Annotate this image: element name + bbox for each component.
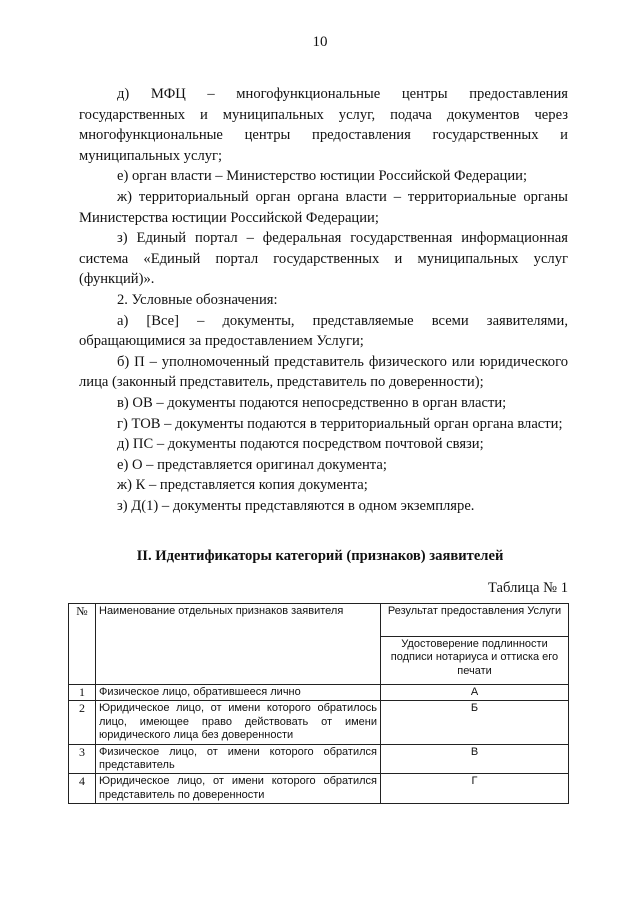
body-text xyxy=(79,84,568,516)
table-row xyxy=(69,685,569,701)
paragraph-legend-all: а) [Все] – документы, представляемые всеми заявителями, обращающимися за предоставлением Услуги; xyxy=(79,312,568,350)
paragraph-legend-p: б) П – уполномоченный представитель физического или юридического лица (законный представитель, представитель по доверенности); xyxy=(79,353,568,391)
row-name: Физическое лицо, от имени которого обратился представитель xyxy=(96,744,381,774)
page-number: 10 xyxy=(312,34,328,50)
section-title: II. Идентификаторы категорий (признаков) заявителей xyxy=(136,548,504,564)
header-result: Результат предоставления Услуги xyxy=(381,604,569,637)
paragraph-legend-d1: з) Д(1) – документы представляются в одном экземпляре. xyxy=(117,497,475,514)
row-name: Юридическое лицо, от имени которого обратилось лицо, имеющее право действовать от имени юридического лица без доверенности xyxy=(96,701,381,744)
row-value: В xyxy=(381,744,569,774)
row-value: А xyxy=(381,685,569,701)
table-row xyxy=(69,744,569,774)
row-number: 3 xyxy=(69,744,96,774)
row-name: Физическое лицо, обратившееся лично xyxy=(96,685,381,701)
paragraph-authority: е) орган власти – Министерство юстиции Российской Федерации; xyxy=(117,168,528,185)
table-row xyxy=(69,774,569,804)
paragraph-legend-ov: в) ОВ – документы подаются непосредственно в орган власти; xyxy=(117,394,507,411)
header-subresult: Удостоверение подлинности подписи нотариуса и оттиска его печати xyxy=(381,637,569,685)
table-caption: Таблица № 1 xyxy=(488,580,568,596)
row-number: 1 xyxy=(69,685,96,701)
row-number: 2 xyxy=(69,701,96,744)
paragraph-unified-portal: з) Единый портал – федеральная государственная информационная система «Единый портал государственных и муниципальных услуг (функций)». xyxy=(79,230,568,288)
row-name: Юридическое лицо, от имени которого обратился представитель по доверенности xyxy=(96,774,381,804)
table-row xyxy=(69,701,569,744)
paragraph-legend-tov: г) ТОВ – документы подаются в территориальный орган органа власти; xyxy=(117,415,563,432)
paragraph-legend-heading: 2. Условные обозначения: xyxy=(117,291,278,308)
paragraph-legend-k: ж) К – представляется копия документа; xyxy=(117,477,368,494)
header-number: № xyxy=(69,604,96,685)
paragraph-legend-ps: д) ПС – документы подаются посредством почтовой связи; xyxy=(117,436,484,453)
header-name: Наименование отдельных признаков заявителя xyxy=(96,604,381,685)
table-header-row xyxy=(69,604,569,637)
paragraph-legend-o: е) О – представляется оригинал документа; xyxy=(117,456,387,473)
row-value: Г xyxy=(381,774,569,804)
applicant-categories-table xyxy=(68,603,569,804)
row-number: 4 xyxy=(69,774,96,804)
paragraph-mfc: д) МФЦ – многофункциональные центры предоставления государственных и муниципальных услуг, подача документов через многофункциональные центры предоставления государственных и муниципальных услуг; xyxy=(79,86,568,164)
paragraph-territorial-authority: ж) территориальный орган органа власти – территориальные органы Министерства юстиции Российской Федерации; xyxy=(79,188,568,226)
row-value: Б xyxy=(381,701,569,744)
